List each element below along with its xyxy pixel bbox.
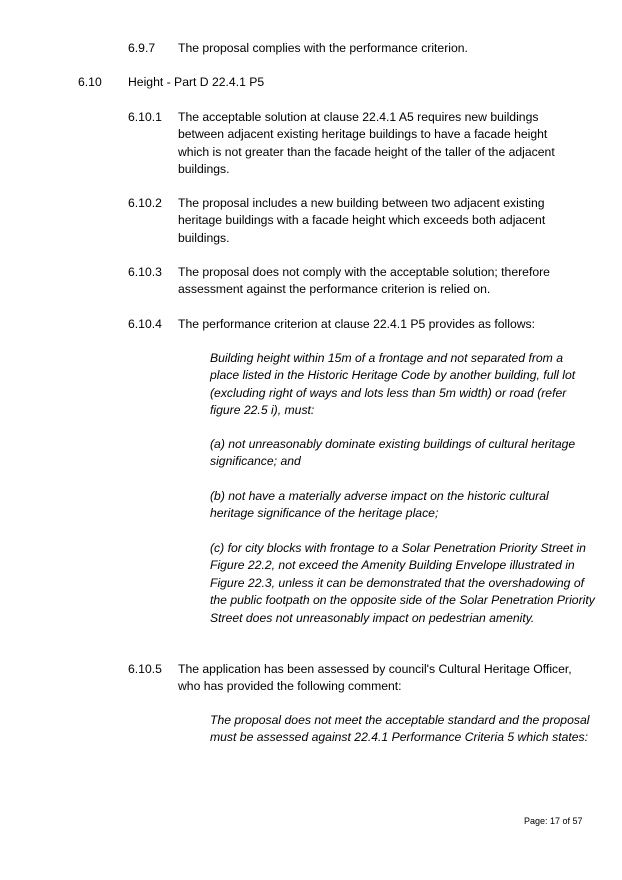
section-number-6-10: 6.10: [78, 75, 102, 89]
page-number: Page: 17 of 57: [524, 816, 583, 826]
quote-p5-b: (b) not have a materially adverse impact on the historic cultural heritage significance of the heritage place;: [210, 489, 549, 521]
clause-number-6-10-5: 6.10.5: [128, 662, 162, 676]
clause-text-6-9-7: The proposal complies with the performance criterion.: [178, 41, 468, 55]
clause-number-6-10-3: 6.10.3: [128, 265, 162, 279]
clause-text-6-10-3: The proposal does not comply with the acceptable solution; therefore assessment against the performance criterion is relied on.: [178, 265, 550, 297]
clause-text-6-10-2: The proposal includes a new building between two adjacent existing heritage buildings with a facade height which exceeds both adjacent buildings.: [178, 196, 546, 245]
quote-officer-comment: The proposal does not meet the acceptable standard and the proposal must be assessed against 22.4.1 Performance Criteria 5 which states:: [210, 713, 590, 745]
clause-text-6-10-5: The application has been assessed by council's Cultural Heritage Officer, who has provided the following comment:: [178, 662, 572, 694]
section-heading-6-10: Height - Part D 22.4.1 P5: [128, 75, 265, 89]
quote-p5-c: (c) for city blocks with frontage to a Solar Penetration Priority Street in Figure 22.2, not exceed the Amenity Building Envelope illustrated in Figure 22.3, unless it can be demonstrated that the overshadowing of the public footpath on the opposite side of the Solar Penetration Priority Street does not unreasonably impact on pedestrian amenity.: [210, 541, 595, 625]
clause-number-6-10-1: 6.10.1: [128, 110, 162, 124]
clause-number-6-10-4: 6.10.4: [128, 317, 162, 331]
clause-text-6-10-4: The performance criterion at clause 22.4.1 P5 provides as follows:: [178, 317, 536, 331]
clause-number-6-10-2: 6.10.2: [128, 196, 162, 210]
clause-number-6-9-7: 6.9.7: [128, 41, 156, 55]
clause-text-6-10-1: The acceptable solution at clause 22.4.1 A5 requires new buildings between adjacent existing heritage buildings to have a facade height which is not greater than the facade height of the taller of the adjacent buildings.: [178, 110, 555, 177]
quote-p5-a: (a) not unreasonably dominate existing buildings of cultural heritage significance; and: [210, 437, 576, 469]
quote-p5-intro: Building height within 15m of a frontage and not separated from a place listed in the Historic Heritage Code by another building, full lot (excluding right of ways and lots less than 5m width) or road (refer figure 22.5 i), must:: [210, 351, 576, 418]
